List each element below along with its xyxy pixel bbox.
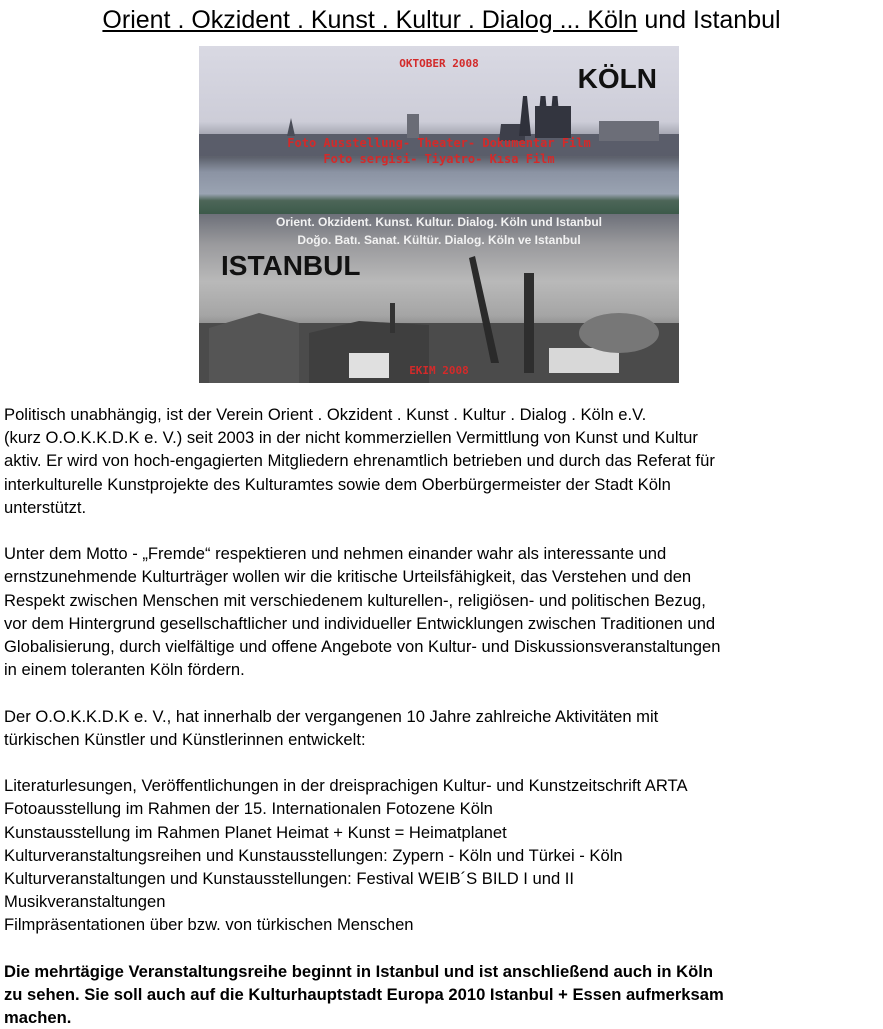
page-title-underlined: Orient . Okzident . Kunst . Kultur . Dialog ... Köln (102, 6, 638, 34)
text-line: vor dem Hintergrund gesellschaftlicher und individueller Entwicklungen zwischen Traditionen und (4, 613, 716, 633)
text-line: machen. (4, 1008, 72, 1028)
text-line: Politisch unabhängig, ist der Verein Orient . Okzident . Kunst . Kultur . Dialog . Köln e.V. (4, 405, 647, 424)
motto-paragraph (4, 542, 874, 681)
koln-photo (199, 46, 679, 214)
activity-item: Fotoausstellung im Rahmen der 15. Internationalen Fotozene Köln (4, 799, 493, 819)
page-title (0, 4, 883, 36)
activity-item: Kulturveranstaltungen und Kunstausstellungen: Festival WEIB´S BILD I und II (4, 869, 575, 889)
text-line: (kurz O.O.K.K.D.K e. V.) seit 2003 in der nicht kommerziellen Vermittlung von Kunst und Kultur (4, 428, 698, 448)
istanbul-city-label: ISTANBUL (221, 250, 361, 281)
koln-date-label: OKTOBER 2008 (399, 57, 479, 70)
text-line: aktiv. Er wird von hoch-engagierten Mitgliedern ehrenamtlich betrieben und durch das Referat für (4, 451, 715, 471)
istanbul-photo (199, 214, 679, 383)
text-line: zu sehen. Sie soll auch auf die Kulturhauptstadt Europa 2010 Istanbul + Essen aufmerksam (4, 985, 724, 1005)
activity-item: Literaturlesungen, Veröffentlichungen in der dreisprachigen Kultur- und Kunstzeitschrift ARTA (4, 776, 688, 796)
text-line: Unter dem Motto - „Fremde“ respektieren und nehmen einander wahr als interessante und (4, 544, 667, 564)
istanbul-date-label: EKIM 2008 (409, 364, 469, 377)
text-line: Respekt zwischen Menschen mit verschiedenem kulturellen-, religiösen- und politischen Bezug, (4, 590, 706, 610)
text-line: türkischen Künstler und Künstlerinnen entwickelt: (4, 729, 366, 749)
activity-item: Musikveranstaltungen (4, 892, 166, 912)
article-body (4, 403, 874, 1029)
koln-city-label: KÖLN (577, 63, 657, 94)
text-line: unterstützt. (4, 497, 87, 517)
koln-events-tr: Foto sergisi- Tiyatro- Kısa Film (323, 152, 555, 166)
intro-paragraph (4, 403, 874, 519)
banner-turkish: Doğo. Batı. Sanat. Kültür. Dialog. Köln ve Istanbul (297, 233, 581, 247)
text-line: Der O.O.K.K.D.K e. V., hat innerhalb der vergangenen 10 Jahre zahlreiche Aktivitäten mit (4, 706, 659, 726)
text-line: Globalisierung, durch vielfältige und offene Angebote von Kultur- und Diskussionsveranstaltungen (4, 637, 721, 657)
activity-item: Filmpräsentationen über bzw. von türkischen Menschen (4, 915, 414, 935)
event-poster (199, 46, 679, 383)
text-line: Die mehrtägige Veranstaltungsreihe beginnt in Istanbul und ist anschließend auch in Köln (4, 961, 714, 981)
text-line: in einem toleranten Köln fördern. (4, 660, 245, 680)
closing-paragraph (4, 960, 874, 1029)
activities-list (4, 774, 874, 936)
koln-events-de: Foto Ausstellung- Theater- Dokumentar Film (287, 136, 591, 150)
activity-item: Kunstausstellung im Rahmen Planet Heimat + Kunst = Heimatplanet (4, 822, 507, 842)
activity-item: Kulturveranstaltungsreihen und Kunstausstellungen: Zypern - Köln und Türkei - Köln (4, 845, 623, 865)
page-title-rest: und Istanbul (637, 6, 781, 34)
banner-german: Orient. Okzident. Kunst. Kultur. Dialog. Köln und Istanbul (276, 215, 602, 229)
activities-intro-paragraph (4, 705, 874, 751)
text-line: ernstzunehmende Kulturträger wollen wir die kritische Urteilsfähigkeit, das Verstehen und den (4, 567, 692, 587)
text-line: interkulturelle Kunstprojekte des Kulturamtes sowie dem Oberbürgermeister der Stadt Köln (4, 474, 671, 494)
